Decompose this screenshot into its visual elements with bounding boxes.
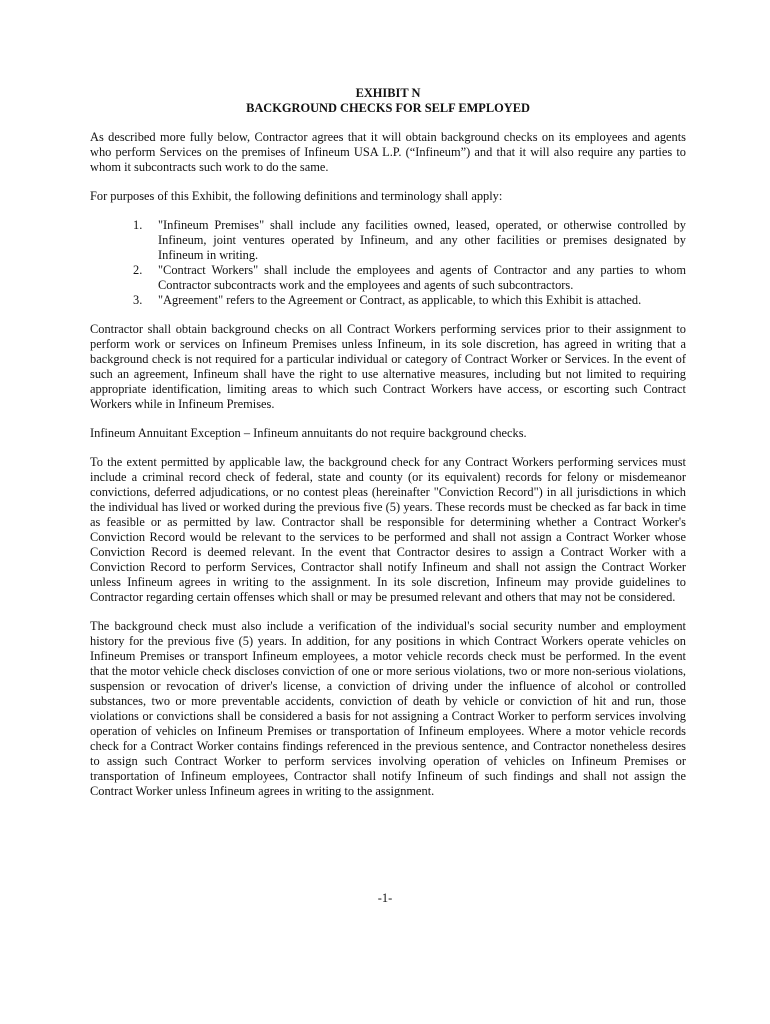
definition-item: [90, 263, 686, 293]
obligation-paragraph: Contractor shall obtain background checks on all Contract Workers performing services prior to their assignment to perform work or services on Infineum Premises unless Infineum, in its sole discretion, has agreed in writing that a background check is not required for a particular individual or category of Contract Worker or Services. In the event of such an agreement, Infineum shall have the right to use alternative measures, including but not limited to requiring appropriate identification, limiting areas to which such Contract Workers have access, or escorting such Contract Workers while in Infineum Premises.: [90, 322, 686, 411]
definitions-lead: For purposes of this Exhibit, the following definitions and terminology shall apply:: [90, 189, 503, 203]
definition-number: 2.: [133, 263, 143, 277]
criminal-record-paragraph: To the extent permitted by applicable law, the background check for any Contract Workers performing services must include a criminal record check of federal, state and county (or its equivalent) records for felony or misdemeanor convictions, deferred adjudications, or no contest pleas (hereinafter "Conviction Record") in all jurisdictions in which the individual has lived or worked during the previous five (5) years. These records must be checked as far back in time as feasible or as permitted by law. Contractor shall be responsible for determining whether a Contract Worker's Conviction Record would be relevant to the services to be performed and shall not assign a Contract Worker whose Conviction Record is deemed relevant. In the event that Contractor desires to assign a Contract Worker with a Conviction Record to perform Services, Contractor shall notify Infineum and shall not assign the Contract Worker unless Infineum agrees in writing to the assignment. In its sole discretion, Infineum may provide guidelines to Contractor regarding certain offenses which shall or may be presumed relevant and others that may not be considered.: [90, 455, 686, 604]
definition-number: 3.: [133, 293, 143, 307]
intro-paragraph: As described more fully below, Contractor agrees that it will obtain background checks on its employees and agents who perform Services on the premises of Infineum USA L.P. (“Infineum”) and that it will also require any parties to whom it subcontracts such work to do the same.: [90, 130, 686, 174]
definitions-list: [90, 218, 686, 308]
document-body: [90, 86, 686, 799]
definition-item: [90, 293, 686, 308]
definition-text: "Agreement" refers to the Agreement or Contract, as applicable, to which this Exhibit is attached.: [158, 293, 642, 307]
definition-text: "Contract Workers" shall include the employees and agents of Contractor and any parties to whom Contractor subcontracts work and the employees and agents of such subcontractors.: [158, 263, 686, 292]
verification-paragraph: The background check must also include a verification of the individual's social security number and employment history for the previous five (5) years. In addition, for any positions in which Contract Workers operate vehicles on Infineum Premises or transport Infineum employees, a motor vehicle records check must be performed. In the event that the motor vehicle check discloses conviction of one or more serious violations, two or more non-serious violations, suspension or revocation of driver's license, a conviction of driving under the influence of alcohol or controlled substances, two or more preventable accidents, conviction of death by vehicle or conviction of hit and run, those violations or convictions shall be considered a basis for not assigning a Contract Worker to perform services involving operation of vehicles on Infineum Premises or transportation of Infineum employees. Where a motor vehicle records check for a Contract Worker contains findings referenced in the previous sentence, and Contractor nonetheless desires to assign such Contract Worker to perform services involving operation of vehicles on Infineum Premises or transportation of Infineum employees, Contractor shall notify Infineum of such findings and shall not assign the Contract Worker unless Infineum agrees in writing to the assignment.: [90, 619, 686, 798]
definition-item: [90, 218, 686, 263]
document-title: BACKGROUND CHECKS FOR SELF EMPLOYED: [246, 101, 530, 115]
annuitant-exception-paragraph: Infineum Annuitant Exception – Infineum annuitants do not require background checks.: [90, 426, 527, 440]
definition-number: 1.: [133, 218, 143, 232]
exhibit-label: EXHIBIT N: [355, 86, 421, 100]
page-number: -1-: [377, 891, 393, 905]
definition-text: "Infineum Premises" shall include any facilities owned, leased, operated, or otherwise controlled by Infineum, joint ventures operated by Infineum, and any other facilities or premises designated by Infineum in writing.: [158, 218, 686, 262]
